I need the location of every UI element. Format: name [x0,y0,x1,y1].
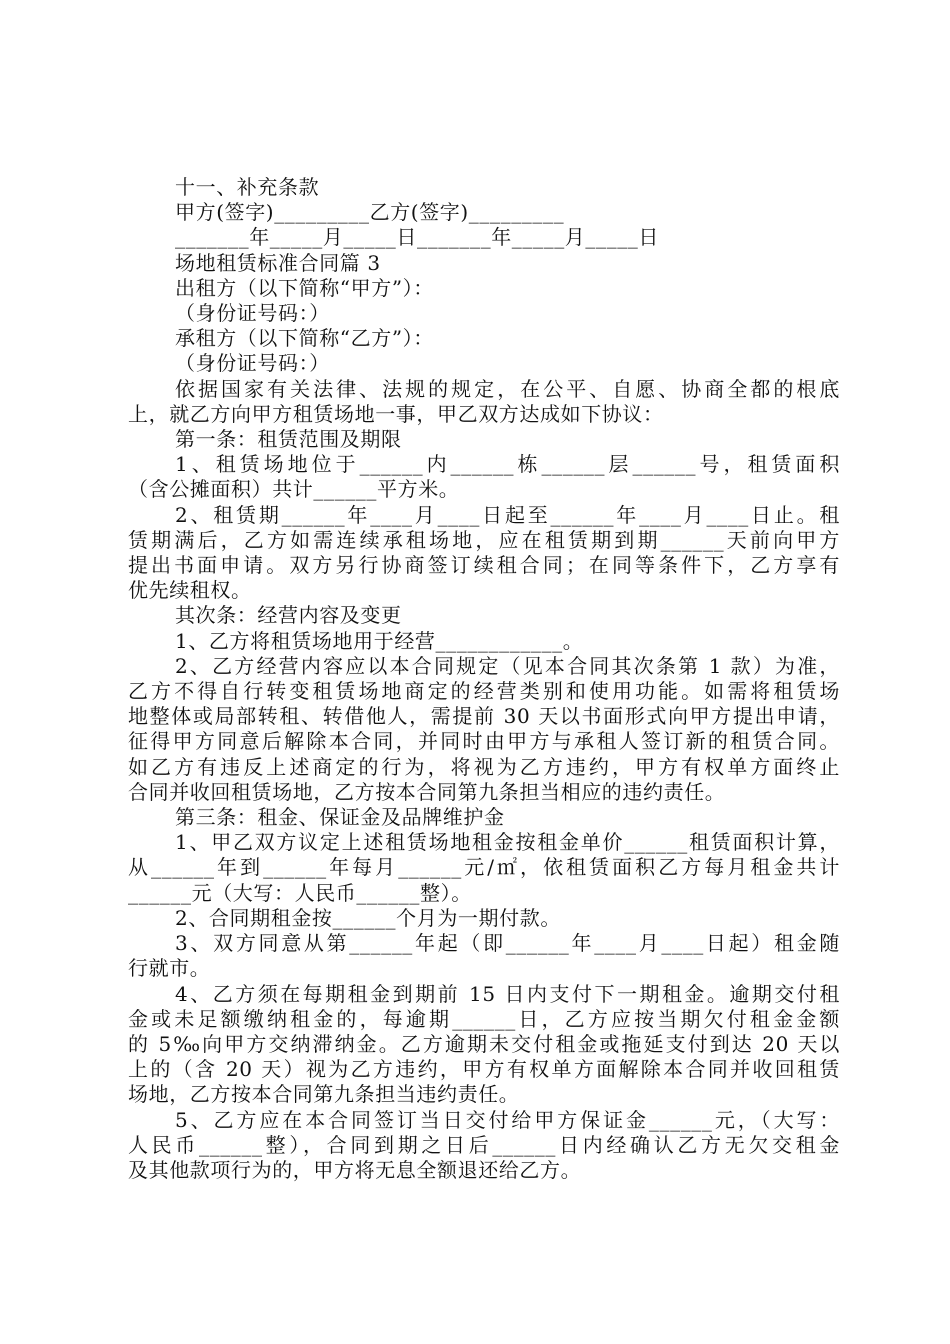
text-line: 4、乙方须在每期租金到期前 15 日内支付下一期租金。逾期交付租 [175,981,840,1006]
text-line: 上的（含 20 天）视为乙方违约，甲方有权单方面解除本合同并收回租赁 [128,1057,840,1082]
text-line: 如乙方有违反上述商定的行为，将视为乙方违约，甲方有权单方面终止 [128,754,840,779]
text-line: 地整体或局部转租、转借他人，需提前 30 天以书面形式向甲方提出申请， [128,704,840,729]
text-line: 人民币______整），合同到期之日后______日内经确认乙方无欠交租金 [128,1132,840,1157]
text-line: 及其他款项行为的，甲方将无息全额退还给乙方。 [128,1157,582,1182]
text-line: 提出书面申请。双方另行协商签订续租合同；在同等条件下，乙方享有 [128,553,840,578]
document-body [128,175,840,1183]
text-line: 优先续租权。 [128,578,252,603]
text-line: 合同并收回租赁场地，乙方按本合同第九条担当相应的违约责任。 [128,779,726,804]
text-line: 十一、补充条款 [175,175,320,199]
text-line: ______元（大写：人民币______整）。 [128,880,472,905]
text-line: 1、乙方将租赁场地用于经营____________。 [175,628,584,653]
text-line: 2、合同期租金按______个月为一期付款。 [175,905,561,930]
text-line: 赁期满后，乙方如需连续承租场地，应在租赁期到期______天前向甲方 [128,527,840,552]
text-line: 从______年到______年每月______元/㎡，依租赁面积乙方每月租金共计 [128,855,840,880]
text-line: 上，就乙方向甲方租赁场地一事，甲乙双方达成如下协议： [128,401,664,426]
text-line: （身份证号码：） [175,351,330,376]
text-line: 行就市。 [128,956,211,981]
text-line: 1、租赁场地位于______内______栋______层______号，租赁面积 [175,452,840,477]
text-line: 1、甲乙双方议定上述租赁场地租金按租金单价______租赁面积计算， [175,830,840,855]
text-line: 其次条：经营内容及变更 [175,603,402,628]
text-line: 出租方（以下简称“甲方”）： [175,275,434,300]
text-line: 第三条：租金、保证金及品牌维护金 [175,805,505,830]
text-line: 甲方(签字)_________乙方(签字)_________ [175,200,565,225]
text-line: 场地，乙方按本合同第九条担当违约责任。 [128,1082,520,1107]
text-line: （身份证号码：） [175,301,330,326]
text-line: 的 5‰向甲方交纳滞纳金。乙方逾期未交付租金或拖延支付到达 20 天以 [128,1031,840,1056]
text-line: 乙方不得自行转变租赁场地商定的经营类别和使用功能。如需将租赁场 [128,679,840,704]
text-line: 3、双方同意从第______年起（即______年____月____日起）租金随 [175,931,840,956]
text-line: 依据国家有关法律、法规的规定，在公平、自愿、协商全都的根底 [175,376,840,401]
text-line: 金或未足额缴纳租金的，每逾期______日，乙方应按当期欠付租金金额 [128,1006,840,1031]
text-line: （含公摊面积）共计______平方米。 [128,477,460,502]
text-line: 2、租赁期______年____月____日起至______年____月____日止。租 [175,502,840,527]
text-line: 2、乙方经营内容应以本合同规定（见本合同其次条第 1 款）为准， [175,653,840,678]
text-line: 第一条：租赁范围及期限 [175,427,402,452]
text-line: _______年_____月_____日_______年_____月_____日 [175,225,659,250]
text-line: 5、乙方应在本合同签订当日交付给甲方保证金______元，（大写： [175,1107,840,1132]
text-line: 承租方（以下简称“乙方”）： [175,326,434,351]
text-line: 征得甲方同意后解除本合同，并同时由甲方与承租人签订新的租赁合同。 [128,729,840,754]
text-line: 场地租赁标准合同篇 3 [175,250,381,275]
